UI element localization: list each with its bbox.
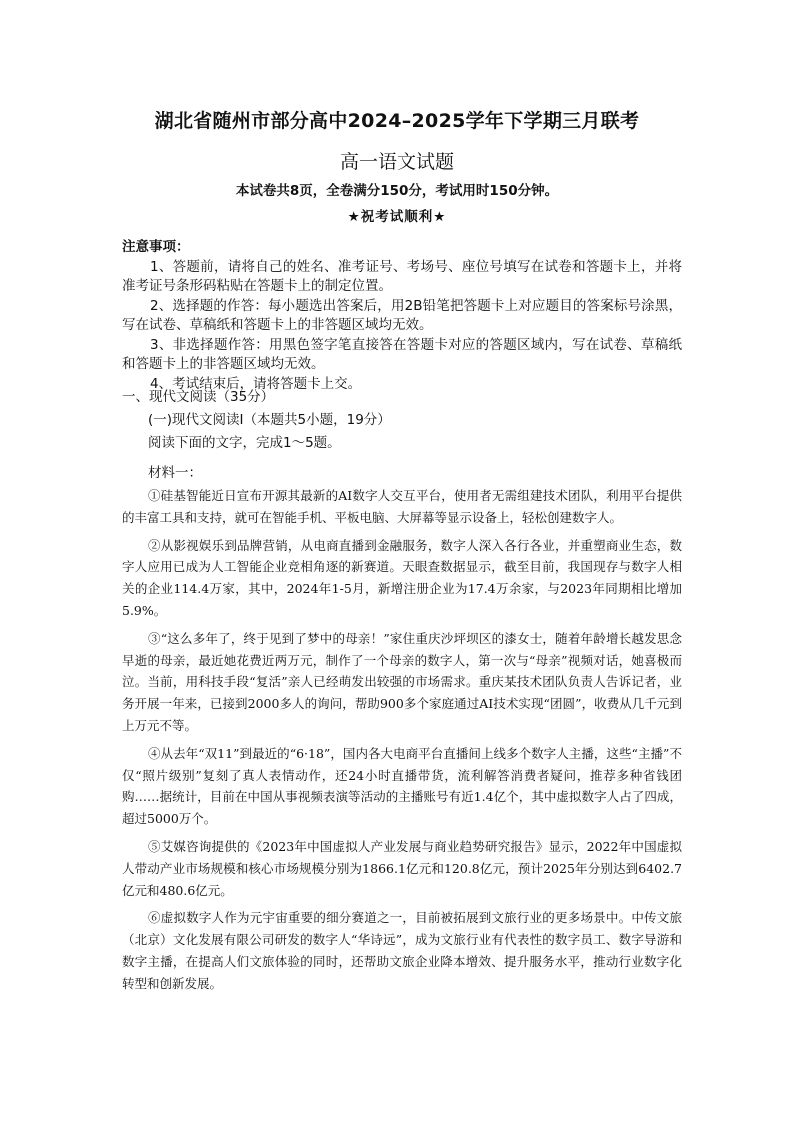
notice-item: 3、非选择题作答：用黑色签字笔直接答在答题卡对应的答题区域内，写在试卷、草稿纸和答题卡上的非答题区域均无效。 [122,336,682,372]
notice-item: 2、选择题的作答：每小题选出答案后，用2B铅笔把答题卡上对应题目的答案标号涂黑，写在试卷、草稿纸和答题卡上的非答题区域均无效。 [122,297,682,333]
exam-info: 本试卷共8页，全卷满分150分，考试用时150分钟。 [235,183,559,199]
part-one-heading: 一、现代文阅读（35分） [122,389,275,405]
notice-item: 4、考试结束后，请将答题卡上交。 [150,375,362,392]
notice-item: 1、答题前，请将自己的姓名、准考证号、考场号、座位号填写在试卷和答题卡上，并将准考证号条形码粘贴在答题卡上的制定位置。 [122,258,682,294]
sub-section-heading: (一)现代文阅读Ⅰ（本题共5小题，19分） [148,412,391,428]
material-paragraph: ⑤艾媒咨询提供的《2023年中国虚拟人产业发展与商业趋势研究报告》显示，2022年中国虚拟人带动产业市场规模和核心市场规模分别为1866.1亿元和120.8亿元，预计2025年分别达到6402.7亿元和480.6亿元。 [122,838,682,898]
material-body [122,485,682,1001]
exam-subtitle: 高一语文试题 [339,151,454,173]
reading-instruction: 阅读下面的文字，完成1～5题。 [148,435,341,451]
notice-heading: 注意事项： [122,239,190,255]
exam-title: 湖北省随州市部分高中2024–2025学年下学期三月联考 [154,110,640,132]
notice-block [122,238,682,394]
material-paragraph: ⑥虚拟数字人作为元宇宙重要的细分赛道之一，目前被拓展到文旅行业的更多场景中。中传文旅（北京）文化发展有限公司研发的数字人“华诗远”，成为文旅行业有代表性的数字员工、数字导游和数字主播，在提高人们文旅体验的同时，还帮助文旅企业降本增效、提升服务水平，推动行业数字化转型和创新发展。 [122,910,682,991]
material-paragraph: ④从去年“双11”到最近的“6·18”，国内各大电商平台直播间上线多个数字人主播，这些“主播”不仅“照片级别”复刻了真人表情动作，还24小时直播带货，流利解答消费者疑问，推荐多种省钱团购……据统计，目前在中国从事视频表演等活动的主播账号有近1.4亿个，其中虚拟数字人占了四成，超过5000万个。 [122,745,682,827]
material-label: 材料一： [148,465,202,481]
material-paragraph: ③“这么多年了，终于见到了梦中的母亲！”家住重庆沙坪坝区的漆女士，随着年龄增长越发思念早逝的母亲，最近她花费近两万元，制作了一个母亲的数字人，第一次与“母亲”视频对话，她喜极而泣。当前，用科技手段“复活”亲人已经萌发出较强的市场需求。重庆某技术团队负责人告诉记者，业务开展一年来，已接到2000多人的询问，帮助900多个家庭通过AI技术实现“团圆”，收费从几千元到上万元不等。 [122,630,682,733]
material-paragraph: ②从影视娱乐到品牌营销，从电商直播到金融服务，数字人深入各行各业，并重塑商业生态，数字人应用已成为人工智能企业竞相角逐的新赛道。天眼查数据显示，截至目前，我国现存与数字人相关的企业114.4万家，其中，2024年1-5月，新增注册企业为17.4万余家，与2023年同期相比增加5.9%。 [122,537,682,618]
good-luck-line: ★祝考试顺利★ [347,209,447,225]
material-paragraph: ①硅基智能近日宣布开源其最新的AI数字人交互平台，使用者无需组建技术团队，利用平台提供的丰富工具和支持，就可在智能手机、平板电脑、大屏幕等显示设备上，轻松创建数字人。 [122,488,682,525]
